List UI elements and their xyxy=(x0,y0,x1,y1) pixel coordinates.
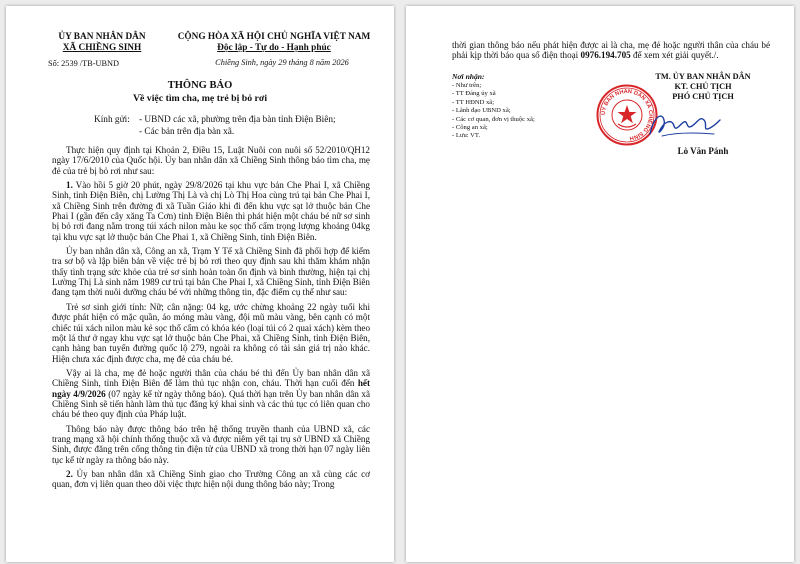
doc-type: THÔNG BÁO xyxy=(167,80,233,91)
phone-number: 0976.194.705 xyxy=(580,50,631,61)
body-paragraph: Thực hiện quy định tại Khoản 2, Điều 15, Luật Nuôi con nuôi số 52/2010/QH12 ngày 17/6/2010 của Quốc hội. Ủy ban nhân dân xã Chiềng Sinh thông báo tìm cha, mẹ đẻ của trẻ bị bỏ rơi như sau: xyxy=(52,145,370,176)
addressee-item: - Các bản trên địa bàn xã. xyxy=(139,127,235,137)
recipient-item: - Công an xã; xyxy=(452,124,488,132)
sign-line: KT. CHỦ TỊCH xyxy=(674,82,732,91)
item-number: 1. xyxy=(66,180,73,191)
doc-subject: Về việc tìm cha, mẹ trẻ bị bỏ rơi xyxy=(132,93,268,104)
recipients-label: Nơi nhận: xyxy=(452,72,485,81)
deadline: hết ngày 4/9/2026 xyxy=(52,378,370,399)
recipient-item: - Lãnh đạo UBND xã; xyxy=(452,107,511,115)
recipient-item: - Lưu: VT. xyxy=(452,132,481,140)
body-paragraph: Vậy ai là cha, mẹ đẻ hoặc người thân của cháu bé thì đến Ủy ban nhân dân xã Chiềng Sinh, tỉnh Điện Biên để làm thủ tục nhận con, cháu. Thời hạn cuối đến hết ngày 4/9/2026 (07 ngày kể từ ngày thông báo). Quá thời hạn trên Ủy ban nhân dân xã Chiềng Sinh sẽ tiến hành làm thủ tục đăng ký khai sinh và các thủ tục có liên quan cho cháu bé theo quy định của Pháp luật. xyxy=(52,367,370,420)
body-paragraph: Trẻ sơ sinh giới tính: Nữ; cân nặng: 04 kg, ước chừng khoảng 22 ngày tuổi khi được phát hiện có mặc quần, áo móng màu vàng, đội mũ màu vàng, bên cạnh có một chiếc túi xách nilon màu kẻ sọc thổ cẩm có khóa kéo (loại túi có 2 quai xách) kèm theo một lá thư ở ngay khu vực sạt lở thuộc bản Che Phai, xã Chiềng Sinh, tỉnh Điện Biên, cạnh hàng ban tuyến đường quốc lộ 279, ngoài ra không có tài sản giá trị nào khác. Hiện chưa xác định được cha, mẹ đẻ của cháu bé. xyxy=(52,301,371,364)
body-paragraph: 2. Ủy ban nhân dân xã Chiềng Sinh giao cho Trường Công an xã cùng các cơ quan, đơn vị liên quan theo dõi việc thực hiện nội dung thông báo này; Trong xyxy=(52,468,371,490)
issuer-line1: ỦY BAN NHÂN DÂN xyxy=(58,32,146,42)
addressee-item: - UBND các xã, phường trên địa bàn tỉnh Điện Biên; xyxy=(139,115,336,125)
national-motto: Độc lập - Tự do - Hạnh phúc xyxy=(217,43,331,54)
doc-number: Số: 2539 /TB-UBND xyxy=(48,59,119,68)
body-paragraph: Ủy ban nhân dân xã, Công an xã, Trạm Y Tế xã Chiềng Sinh đã phối hợp để kiểm tra sơ bộ và lập biên bản về việc trẻ bị bỏ rơi theo quy định sau khi thăm khám nhận thấy tình trạng sức khỏe của trẻ sơ sinh hoàn toàn ổn định và bình thường, hiện tại chị Lường Thị Là sinh năm 1989 cư trú tại bản Che Phai I, xã Chiềng Sinh, tỉnh Điện Biên đang tạm thời nuôi dưỡng cháu bé với những thông tin, đặc điểm cụ thể như sau: xyxy=(52,246,370,298)
nation-name: CỘNG HÒA XÃ HỘI CHỦ NGHĨA VIỆT NAM xyxy=(177,32,371,42)
national-header xyxy=(156,32,392,54)
recipient-item: - TT HĐND xã; xyxy=(452,98,495,106)
recipient-item: - Các cơ quan, đơn vị thuộc xã; xyxy=(452,115,535,123)
item-number: 2. xyxy=(66,468,73,479)
continuation-text: thời gian thông báo nếu phát hiện được ai là cha, mẹ đẻ hoặc người thân của cháu bé phải kịp thời báo qua số điện thoại 0976.194.705 để xem xét giải quyết./. xyxy=(452,40,770,61)
body-paragraph: Thông báo này được thông báo trên hệ thống truyền thanh của UBND xã, các trang mạng xã hội chính thống thuộc xã và được niêm yết tại trụ sở UBND xã Chiềng Sinh, được đăng trên cổng thông tin điện tử của UBND xã trong thời hạn 07 ngày liên tục kể từ ngày ra thông báo này. xyxy=(52,423,370,465)
addressee-label: Kính gửi: xyxy=(94,115,130,125)
seal-text: ỦY BAN NHÂN DÂN XÃ CHIỀNG SINH xyxy=(600,88,654,141)
issuer-line2: XÃ CHIỀNG SINH xyxy=(62,43,142,54)
document-body xyxy=(52,145,370,494)
document-page-1 xyxy=(6,6,394,562)
recipients-block xyxy=(452,72,602,141)
sign-line: PHÓ CHỦ TỊCH xyxy=(672,92,734,101)
body-paragraph: 1. Vào hồi 5 giờ 20 phút, ngày 29/8/2026 tại khu vực bản Che Phai I, xã Chiềng Sinh, tỉnh Điện Biên, chị Lường Thị Là và chị Lò Thị Hoa cùng trú tại bản Che Phai I, xã Chiềng Sinh trên đường đi xã Tuần Giáo khi đi đến khu vực sạt lở thuộc bản Che Phai I (gần đến cây xăng Ta Cơn) tỉnh Điện Biên thì phát hiện một cháu bé nữ sơ sinh bị bỏ rơi đang nằm trong túi xách nilon màu ke sọc thổ cẩm trọng lượng khoảng 04kg tại khu vực sạt lở thuộc bản Che Phai 1, xã Chiềng Sinh, tỉnh Điện Biên. xyxy=(52,180,370,242)
signature-icon xyxy=(644,106,724,144)
signer-name: Lò Văn Pánh xyxy=(677,146,729,156)
issuer-block xyxy=(42,32,162,54)
recipient-item: - Như trên; xyxy=(452,82,482,89)
sign-line: TM. ỦY BAN NHÂN DÂN xyxy=(655,72,751,81)
place-date: Chiềng Sinh, ngày 29 tháng 8 năm 2026 xyxy=(215,58,349,67)
document-page-2 xyxy=(406,6,794,562)
recipient-item: - TT Đảng ủy xã xyxy=(452,90,496,98)
